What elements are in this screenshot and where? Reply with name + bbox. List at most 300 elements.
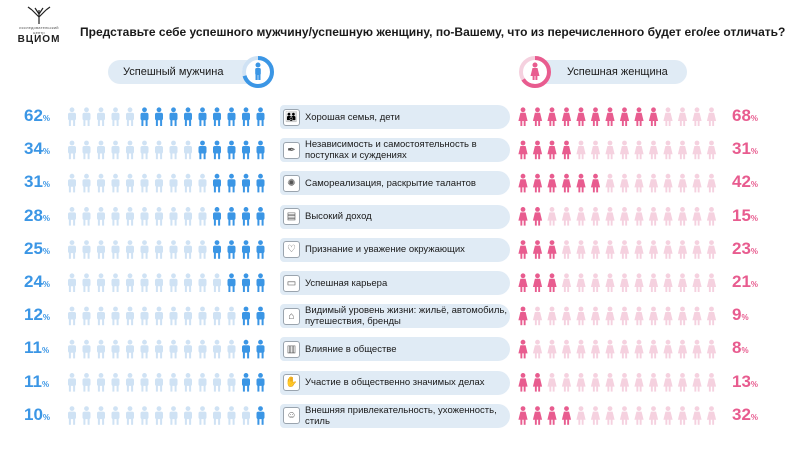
male-icon-empty bbox=[184, 406, 192, 425]
female-icon-filled bbox=[533, 141, 542, 160]
female-percent-label: 9% bbox=[732, 305, 749, 325]
male-icon-empty bbox=[83, 141, 91, 160]
female-icon-empty bbox=[707, 174, 716, 193]
female-icon-empty bbox=[692, 207, 701, 226]
female-icon-empty bbox=[678, 406, 687, 425]
male-icon-empty bbox=[184, 373, 192, 392]
female-icon-empty bbox=[692, 373, 701, 392]
female-icon-empty bbox=[605, 207, 614, 226]
female-percent-label: 31% bbox=[732, 139, 759, 159]
female-icon-empty bbox=[634, 406, 643, 425]
male-icon-filled bbox=[228, 240, 236, 259]
female-icon-empty bbox=[620, 373, 629, 392]
male-icon-filled bbox=[228, 273, 236, 292]
female-icon-empty bbox=[707, 406, 716, 425]
male-icon-empty bbox=[83, 406, 91, 425]
female-icon-filled bbox=[518, 107, 527, 126]
female-icon-empty bbox=[692, 340, 701, 359]
male-icon-empty bbox=[170, 406, 178, 425]
female-icon-filled bbox=[576, 174, 585, 193]
female-icon-empty bbox=[634, 373, 643, 392]
male-icon-filled bbox=[199, 107, 207, 126]
female-icon-empty bbox=[634, 273, 643, 292]
category-label: Успешная карьера bbox=[305, 277, 388, 289]
male-icon-filled bbox=[242, 340, 250, 359]
female-icon-filled bbox=[518, 307, 527, 326]
female-icon-empty bbox=[663, 240, 672, 259]
female-icon-empty bbox=[649, 240, 658, 259]
male-icon-filled bbox=[213, 174, 221, 193]
male-icon-empty bbox=[68, 406, 76, 425]
feather-icon: ✒ bbox=[283, 142, 300, 159]
male-icon-empty bbox=[170, 207, 178, 226]
male-percent-label: 31% bbox=[24, 172, 51, 192]
female-icon-filled bbox=[518, 273, 527, 292]
sun-icon: ✺ bbox=[283, 175, 300, 192]
male-icon-empty bbox=[97, 406, 105, 425]
female-icon-filled bbox=[518, 373, 527, 392]
male-percent-label: 12% bbox=[24, 305, 51, 325]
male-icon-empty bbox=[199, 174, 207, 193]
male-icon-empty bbox=[141, 207, 149, 226]
female-icon-filled bbox=[547, 141, 556, 160]
female-percent-label: 23% bbox=[732, 238, 759, 258]
female-icon-filled bbox=[562, 107, 571, 126]
female-icon-empty bbox=[591, 240, 600, 259]
female-icon-empty bbox=[634, 141, 643, 160]
female-icon-empty bbox=[605, 406, 614, 425]
female-icon-empty bbox=[692, 307, 701, 326]
male-icon-filled bbox=[228, 207, 236, 226]
female-icon-empty bbox=[533, 340, 542, 359]
female-icon-empty bbox=[663, 406, 672, 425]
female-icon-empty bbox=[605, 307, 614, 326]
male-icon-empty bbox=[170, 141, 178, 160]
female-icon-filled bbox=[533, 240, 542, 259]
male-icon-empty bbox=[155, 141, 163, 160]
male-icon-empty bbox=[112, 174, 120, 193]
female-icon-empty bbox=[663, 273, 672, 292]
male-icon-empty bbox=[141, 406, 149, 425]
male-icon-filled bbox=[242, 373, 250, 392]
female-icon-filled bbox=[518, 207, 527, 226]
male-icon-empty bbox=[170, 340, 178, 359]
male-icon-filled bbox=[242, 307, 250, 326]
legend-male-label: Успешный мужчина bbox=[123, 66, 224, 78]
male-icon-empty bbox=[112, 240, 120, 259]
female-percent-label: 8% bbox=[732, 338, 749, 358]
male-icon-filled bbox=[228, 107, 236, 126]
female-icon-empty bbox=[678, 207, 687, 226]
male-icon-empty bbox=[97, 207, 105, 226]
male-icon-empty bbox=[155, 240, 163, 259]
female-icon-filled bbox=[533, 107, 542, 126]
female-icon-empty bbox=[547, 373, 556, 392]
female-icon-empty bbox=[634, 240, 643, 259]
female-icon-empty bbox=[649, 373, 658, 392]
female-icon-filled bbox=[547, 240, 556, 259]
female-icon-empty bbox=[605, 340, 614, 359]
male-icon-filled bbox=[257, 340, 265, 359]
female-icon-empty bbox=[678, 141, 687, 160]
male-icon-empty bbox=[126, 273, 134, 292]
male-icon-empty bbox=[170, 307, 178, 326]
male-icon-empty bbox=[155, 406, 163, 425]
male-icon-empty bbox=[83, 174, 91, 193]
female-icon-empty bbox=[591, 307, 600, 326]
female-icon-empty bbox=[562, 307, 571, 326]
female-icon-filled bbox=[562, 174, 571, 193]
male-icon-empty bbox=[112, 207, 120, 226]
male-icon-empty bbox=[228, 373, 236, 392]
female-icon-filled bbox=[533, 406, 542, 425]
male-icon-filled bbox=[184, 107, 192, 126]
male-icon-empty bbox=[112, 406, 120, 425]
female-icon-empty bbox=[692, 174, 701, 193]
female-icon-empty bbox=[649, 273, 658, 292]
male-icon-empty bbox=[155, 340, 163, 359]
male-icon-empty bbox=[83, 307, 91, 326]
male-icon-empty bbox=[112, 273, 120, 292]
female-icon-empty bbox=[692, 273, 701, 292]
male-icon-empty bbox=[112, 141, 120, 160]
female-icon-empty bbox=[591, 207, 600, 226]
female-icon-empty bbox=[576, 373, 585, 392]
male-icon-filled bbox=[213, 141, 221, 160]
female-icon-filled bbox=[547, 107, 556, 126]
male-icon-empty bbox=[170, 273, 178, 292]
male-icon-filled bbox=[213, 107, 221, 126]
male-icon-empty bbox=[97, 240, 105, 259]
male-icon-empty bbox=[228, 406, 236, 425]
male-icon-empty bbox=[141, 141, 149, 160]
male-icon-empty bbox=[126, 373, 134, 392]
male-icon-empty bbox=[83, 240, 91, 259]
female-icon-empty bbox=[707, 141, 716, 160]
female-icon-empty bbox=[663, 373, 672, 392]
female-icon-empty bbox=[678, 340, 687, 359]
male-icon-empty bbox=[112, 107, 120, 126]
female-icon-empty bbox=[605, 174, 614, 193]
male-icon-filled bbox=[257, 406, 265, 425]
male-icon-empty bbox=[68, 107, 76, 126]
female-icon-empty bbox=[692, 107, 701, 126]
female-icon-empty bbox=[562, 340, 571, 359]
female-icon-empty bbox=[620, 240, 629, 259]
female-icon-empty bbox=[576, 273, 585, 292]
female-percent-label: 15% bbox=[732, 205, 759, 225]
male-percent-label: 11% bbox=[24, 338, 50, 358]
female-icon-filled bbox=[533, 207, 542, 226]
female-icon-empty bbox=[634, 307, 643, 326]
female-icon-empty bbox=[707, 340, 716, 359]
male-icon-empty bbox=[184, 273, 192, 292]
male-icon-filled bbox=[199, 141, 207, 160]
male-icon-filled bbox=[257, 240, 265, 259]
logo-subtitle: исследовательский центр bbox=[19, 25, 59, 35]
male-icon-empty bbox=[126, 174, 134, 193]
male-icon-empty bbox=[155, 307, 163, 326]
female-icon-empty bbox=[649, 340, 658, 359]
male-icon-filled bbox=[170, 107, 178, 126]
female-icon-empty bbox=[620, 273, 629, 292]
male-icon-empty bbox=[213, 373, 221, 392]
female-icon-empty bbox=[547, 307, 556, 326]
female-icon-empty bbox=[620, 141, 629, 160]
female-icon-filled bbox=[591, 107, 600, 126]
female-icon-empty bbox=[620, 406, 629, 425]
category-label: Высокий доход bbox=[305, 211, 372, 223]
female-icon-filled bbox=[562, 406, 571, 425]
female-percent-label: 68% bbox=[732, 106, 759, 125]
female-icon-empty bbox=[576, 340, 585, 359]
female-icon-empty bbox=[692, 141, 701, 160]
male-icon-empty bbox=[199, 207, 207, 226]
female-icon-filled bbox=[634, 107, 643, 126]
male-icon-empty bbox=[68, 373, 76, 392]
male-icon-empty bbox=[126, 141, 134, 160]
male-icon-filled bbox=[141, 107, 149, 126]
female-icon-empty bbox=[547, 340, 556, 359]
male-icon-empty bbox=[126, 107, 134, 126]
male-icon-empty bbox=[126, 340, 134, 359]
female-icon-filled bbox=[591, 174, 600, 193]
female-icon-empty bbox=[576, 307, 585, 326]
female-icon-empty bbox=[663, 307, 672, 326]
male-icon-empty bbox=[68, 307, 76, 326]
male-percent-label: 62% bbox=[24, 106, 51, 125]
female-icon-empty bbox=[547, 207, 556, 226]
male-icon-empty bbox=[83, 373, 91, 392]
male-icon-empty bbox=[199, 406, 207, 425]
female-icon-empty bbox=[634, 174, 643, 193]
category-label: Участие в общественно значимых делах bbox=[305, 377, 485, 389]
female-icon-empty bbox=[707, 373, 716, 392]
category-label: Внешняя привлекательность, ухоженность, стиль bbox=[305, 404, 497, 427]
male-icon-empty bbox=[68, 141, 76, 160]
female-icon-empty bbox=[562, 373, 571, 392]
male-icon-empty bbox=[68, 207, 76, 226]
male-icon-filled bbox=[257, 107, 265, 126]
male-icon-empty bbox=[213, 340, 221, 359]
male-icon-filled bbox=[213, 240, 221, 259]
female-icon-empty bbox=[533, 307, 542, 326]
male-icon-empty bbox=[83, 107, 91, 126]
male-icon-empty bbox=[199, 273, 207, 292]
female-icon-empty bbox=[605, 373, 614, 392]
female-icon-empty bbox=[649, 406, 658, 425]
male-icon-empty bbox=[170, 174, 178, 193]
female-icon-empty bbox=[562, 273, 571, 292]
female-icon-empty bbox=[707, 207, 716, 226]
star-face-icon: ☺ bbox=[283, 407, 300, 424]
male-icon-empty bbox=[184, 141, 192, 160]
male-icon-empty bbox=[68, 340, 76, 359]
female-icon-filled bbox=[649, 107, 658, 126]
female-icon-filled bbox=[562, 141, 571, 160]
male-icon-filled bbox=[213, 207, 221, 226]
money-icon: ▤ bbox=[283, 208, 300, 225]
female-icon-empty bbox=[663, 141, 672, 160]
male-icon-empty bbox=[126, 240, 134, 259]
female-icon-empty bbox=[649, 141, 658, 160]
female-icon-empty bbox=[576, 406, 585, 425]
female-icon-empty bbox=[591, 340, 600, 359]
male-icon-empty bbox=[97, 307, 105, 326]
male-icon-empty bbox=[213, 406, 221, 425]
female-icon-filled bbox=[518, 141, 527, 160]
male-icon-empty bbox=[184, 240, 192, 259]
female-icon-empty bbox=[605, 141, 614, 160]
male-icon-empty bbox=[83, 207, 91, 226]
female-percent-label: 42% bbox=[732, 172, 759, 192]
female-icon-empty bbox=[707, 107, 716, 126]
female-icon-empty bbox=[591, 141, 600, 160]
female-icon-filled bbox=[547, 406, 556, 425]
logo-name: ВЦИОМ bbox=[17, 34, 61, 45]
female-icon-filled bbox=[518, 240, 527, 259]
female-icon-empty bbox=[649, 174, 658, 193]
female-icon-filled bbox=[605, 107, 614, 126]
male-icon-empty bbox=[97, 373, 105, 392]
female-icon-filled bbox=[576, 107, 585, 126]
male-icon-filled bbox=[228, 174, 236, 193]
male-icon-empty bbox=[68, 174, 76, 193]
male-percent-label: 34% bbox=[24, 139, 51, 159]
male-icon-empty bbox=[170, 240, 178, 259]
male-icon-empty bbox=[112, 373, 120, 392]
male-icon-filled bbox=[242, 174, 250, 193]
female-icon-empty bbox=[620, 307, 629, 326]
male-icon-filled bbox=[257, 373, 265, 392]
female-icon-filled bbox=[547, 174, 556, 193]
female-icon-empty bbox=[605, 273, 614, 292]
male-icon-empty bbox=[228, 307, 236, 326]
male-icon-empty bbox=[97, 273, 105, 292]
male-icon-empty bbox=[155, 373, 163, 392]
family-icon: 👪 bbox=[283, 109, 300, 126]
male-icon-empty bbox=[68, 273, 76, 292]
male-icon-empty bbox=[97, 107, 105, 126]
category-label: Независимость и самостоятельность в поступках и суждениях bbox=[305, 139, 477, 162]
handshake-icon: ✋ bbox=[283, 374, 300, 391]
legend-female-label: Успешная женщина bbox=[567, 66, 668, 78]
female-icon-filled bbox=[533, 273, 542, 292]
male-icon-empty bbox=[97, 340, 105, 359]
male-icon-empty bbox=[199, 240, 207, 259]
male-icon-empty bbox=[141, 373, 149, 392]
category-label: Самореализация, раскрытие талантов bbox=[305, 177, 476, 189]
female-icon-empty bbox=[620, 174, 629, 193]
female-icon-empty bbox=[707, 307, 716, 326]
category-label: Признание и уважение окружающих bbox=[305, 244, 465, 256]
female-icon-empty bbox=[678, 240, 687, 259]
female-percent-label: 32% bbox=[732, 404, 759, 424]
female-icon-filled bbox=[533, 174, 542, 193]
female-icon-empty bbox=[620, 340, 629, 359]
female-icon-empty bbox=[562, 207, 571, 226]
male-icon-empty bbox=[141, 240, 149, 259]
female-icon-empty bbox=[663, 207, 672, 226]
female-icon-empty bbox=[663, 107, 672, 126]
female-icon-empty bbox=[605, 240, 614, 259]
female-icon-empty bbox=[591, 273, 600, 292]
female-icon-filled bbox=[620, 107, 629, 126]
male-icon-filled bbox=[257, 273, 265, 292]
male-icon-empty bbox=[170, 373, 178, 392]
female-icon-empty bbox=[663, 174, 672, 193]
male-icon-empty bbox=[228, 340, 236, 359]
male-icon-empty bbox=[213, 307, 221, 326]
male-icon-empty bbox=[184, 307, 192, 326]
category-label: Влияние в обществе bbox=[305, 343, 397, 355]
male-icon-empty bbox=[184, 207, 192, 226]
male-icon-empty bbox=[83, 273, 91, 292]
house-icon: ⌂ bbox=[283, 308, 300, 325]
male-icon-empty bbox=[141, 307, 149, 326]
female-icon-empty bbox=[591, 373, 600, 392]
briefcase-icon: ▭ bbox=[283, 275, 300, 292]
male-icon-empty bbox=[97, 174, 105, 193]
female-icon-filled bbox=[547, 273, 556, 292]
female-icon-empty bbox=[678, 307, 687, 326]
male-percent-label: 25% bbox=[24, 238, 51, 258]
male-icon-empty bbox=[112, 340, 120, 359]
female-icon-empty bbox=[576, 207, 585, 226]
male-icon-filled bbox=[242, 141, 250, 160]
male-icon-empty bbox=[199, 340, 207, 359]
female-icon-empty bbox=[678, 107, 687, 126]
female-icon-filled bbox=[518, 406, 527, 425]
male-icon-empty bbox=[199, 373, 207, 392]
male-icon-empty bbox=[126, 406, 134, 425]
female-icon-empty bbox=[634, 207, 643, 226]
category-label: Хорошая семья, дети bbox=[305, 111, 400, 123]
male-percent-label: 10% bbox=[24, 404, 51, 424]
heart-hands-icon: ♡ bbox=[283, 241, 300, 258]
female-icon-empty bbox=[576, 141, 585, 160]
female-percent-label: 21% bbox=[732, 272, 759, 291]
female-icon-empty bbox=[649, 207, 658, 226]
male-icon-empty bbox=[141, 340, 149, 359]
female-icon-empty bbox=[562, 240, 571, 259]
podium-icon: ▥ bbox=[283, 341, 300, 358]
male-icon-empty bbox=[155, 207, 163, 226]
male-icon-empty bbox=[97, 141, 105, 160]
female-icon-empty bbox=[663, 340, 672, 359]
female-icon-empty bbox=[678, 174, 687, 193]
female-icon-empty bbox=[692, 240, 701, 259]
male-icon-filled bbox=[242, 207, 250, 226]
male-icon-empty bbox=[141, 273, 149, 292]
male-icon-empty bbox=[184, 174, 192, 193]
male-icon-filled bbox=[257, 174, 265, 193]
male-icon-empty bbox=[126, 307, 134, 326]
male-icon-empty bbox=[199, 307, 207, 326]
male-icon-empty bbox=[112, 307, 120, 326]
female-icon-empty bbox=[678, 373, 687, 392]
male-percent-label: 11% bbox=[24, 371, 50, 391]
male-icon-empty bbox=[68, 240, 76, 259]
female-icon-filled bbox=[518, 340, 527, 359]
male-icon-empty bbox=[126, 207, 134, 226]
female-percent-label: 13% bbox=[732, 371, 759, 391]
male-icon-filled bbox=[228, 141, 236, 160]
female-icon-empty bbox=[707, 273, 716, 292]
male-icon-filled bbox=[242, 107, 250, 126]
female-icon-filled bbox=[533, 373, 542, 392]
category-label: Видимый уровень жизни: жильё, автомобиль, путешествия, бренды bbox=[305, 305, 507, 328]
